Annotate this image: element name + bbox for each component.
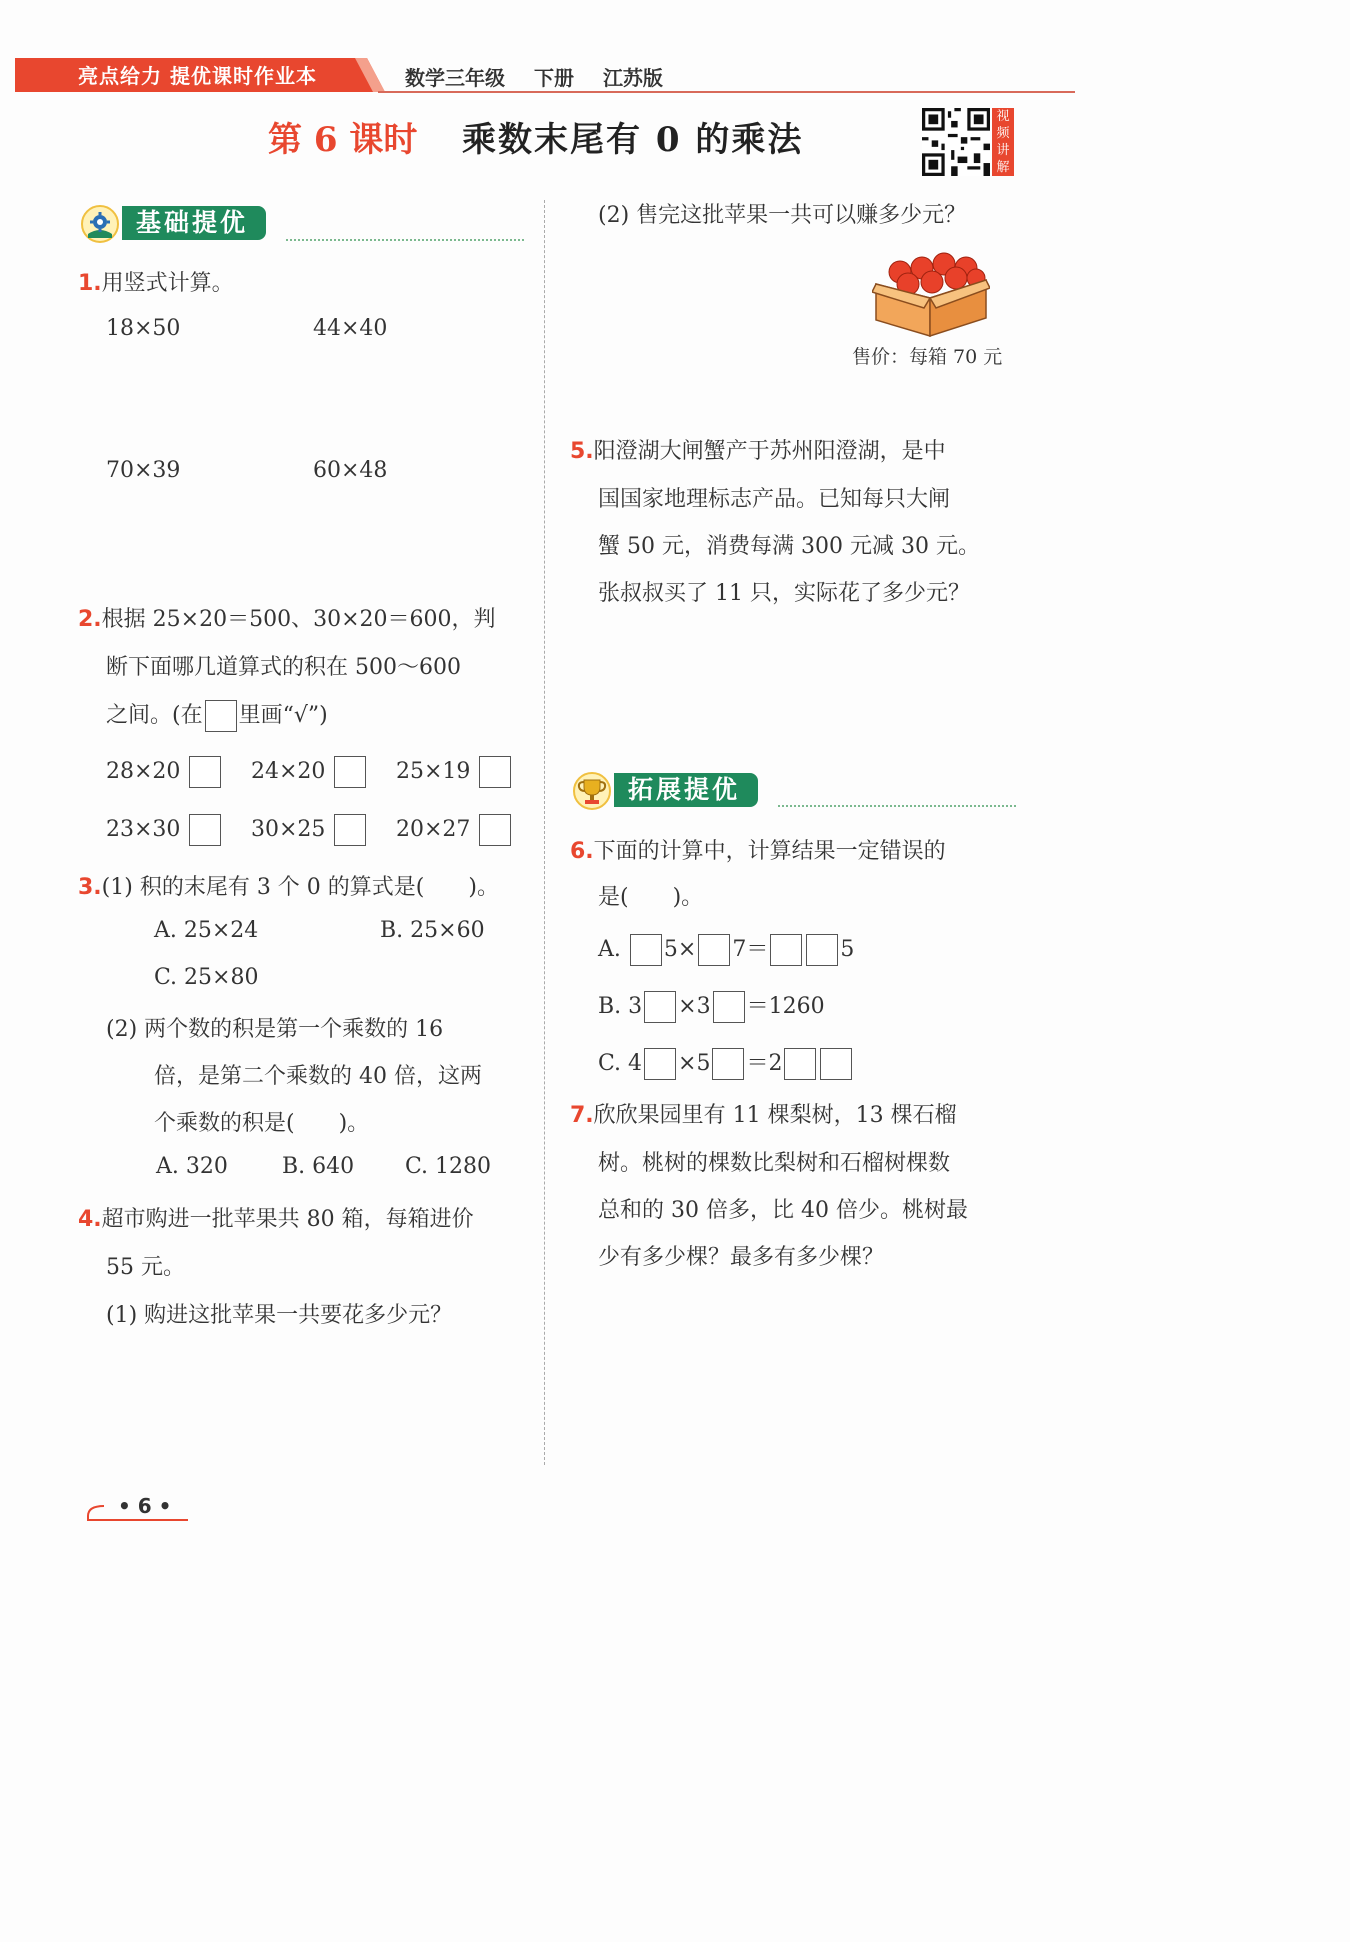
digit-box[interactable] xyxy=(770,934,802,966)
apple-box-icon xyxy=(872,248,990,338)
q3-part2: 个乘数的积是( )。 xyxy=(154,1111,370,1136)
q6-line: 6.下面的计算中，计算结果一定错误的 xyxy=(570,839,946,864)
q2-number: 2. xyxy=(78,607,102,632)
q3-option[interactable]: C. 1280 xyxy=(405,1154,492,1179)
section-extend-label: 拓展提优 xyxy=(614,773,758,807)
checkbox-sample xyxy=(205,700,237,732)
q2-option: 23×30 xyxy=(106,814,223,846)
q6-option-a[interactable]: A. 5× 7＝ 5 xyxy=(598,932,854,966)
q5-line: 张叔叔买了 11 只，实际花了多少元？ xyxy=(598,581,970,606)
digit-box[interactable] xyxy=(712,1048,744,1080)
q2-line: 2.根据 25×20＝500、30×20＝600，判 xyxy=(78,607,496,632)
q2-option: 28×20 xyxy=(106,756,223,788)
digit-box[interactable] xyxy=(644,991,676,1023)
q6-option-c[interactable]: C. 4 ×5 ＝2 xyxy=(598,1046,854,1080)
q4-line: 55 元。 xyxy=(106,1255,185,1280)
video-tag: 视 频 讲 解 xyxy=(992,108,1014,176)
digit-box[interactable] xyxy=(784,1048,816,1080)
q4-sub1: (1) 购进这批苹果一共要花多少元？ xyxy=(106,1303,453,1328)
q7-number: 7. xyxy=(570,1103,594,1128)
q2-line: 断下面哪几道算式的积在 500～600 xyxy=(106,655,461,680)
lesson-number: 第 6 课时 xyxy=(268,120,418,160)
q1-item: 60×48 xyxy=(313,458,388,483)
q6-line: 是( )。 xyxy=(598,885,704,910)
q7-line: 树。桃树的棵数比梨树和石榴树棵数 xyxy=(598,1151,951,1176)
q1-item: 44×40 xyxy=(313,316,388,341)
answer-checkbox[interactable] xyxy=(189,756,221,788)
q2-option: 24×20 xyxy=(251,756,368,788)
answer-checkbox[interactable] xyxy=(189,814,221,846)
digit-box[interactable] xyxy=(644,1048,676,1080)
answer-checkbox[interactable] xyxy=(479,756,511,788)
gear-icon xyxy=(80,204,120,244)
q3-part1: 3.(1) 积的末尾有 3 个 0 的算式是( )。 xyxy=(78,875,499,900)
q7-line: 7.欣欣果园里有 11 棵梨树，13 棵石榴 xyxy=(570,1103,957,1128)
digit-box[interactable] xyxy=(698,934,730,966)
q2-line: 之间。(在 里画“√”) xyxy=(106,698,328,732)
answer-checkbox[interactable] xyxy=(479,814,511,846)
q6-number: 6. xyxy=(570,839,594,864)
page-number: • 6 • xyxy=(118,1494,172,1518)
digit-box[interactable] xyxy=(630,934,662,966)
q3-option[interactable]: A. 25×24 xyxy=(154,918,259,943)
volume-label: 下册 xyxy=(533,66,574,90)
series-title: 亮点给力 提优课时作业本 xyxy=(78,64,317,88)
q4-number: 4. xyxy=(78,1207,102,1232)
q3-option[interactable]: A. 320 xyxy=(156,1154,228,1179)
section-basic-label: 基础提优 xyxy=(122,206,266,240)
q2-option: 20×27 xyxy=(396,814,513,846)
q1-number: 1. xyxy=(78,271,102,296)
qr-code-icon[interactable] xyxy=(922,108,990,176)
q4-sub2: (2) 售完这批苹果一共可以赚多少元？ xyxy=(598,203,967,228)
price-label: 售价：每箱 70 元 xyxy=(852,346,1003,368)
q2-option: 25×19 xyxy=(396,756,513,788)
q1-item: 18×50 xyxy=(106,316,181,341)
q4-line: 4.超市购进一批苹果共 80 箱，每箱进价 xyxy=(78,1207,474,1232)
book-meta xyxy=(405,62,685,91)
column-divider xyxy=(544,200,545,1465)
q5-line: 蟹 50 元，消费每满 300 元减 30 元。 xyxy=(598,534,980,559)
q7-line: 少有多少棵？最多有多少棵？ xyxy=(598,1245,885,1270)
q7-line: 总和的 30 倍多，比 40 倍少。桃树最 xyxy=(598,1198,968,1223)
q1-prompt: 1.用竖式计算。 xyxy=(78,271,234,296)
section-basic-rule xyxy=(286,239,524,241)
digit-box[interactable] xyxy=(713,991,745,1023)
q5-number: 5. xyxy=(570,439,594,464)
q3-option[interactable]: B. 640 xyxy=(282,1154,355,1179)
section-extend-rule xyxy=(778,805,1016,807)
subject-label: 数学三年级 xyxy=(405,66,505,90)
digit-box[interactable] xyxy=(820,1048,852,1080)
trophy-icon xyxy=(572,771,612,811)
edition-label: 江苏版 xyxy=(602,66,663,90)
answer-checkbox[interactable] xyxy=(334,756,366,788)
q3-number: 3. xyxy=(78,875,102,900)
q3-option[interactable]: C. 25×80 xyxy=(154,965,259,990)
q5-line: 5.阳澄湖大闸蟹产于苏州阳澄湖，是中 xyxy=(570,439,946,464)
q6-option-b[interactable]: B. 3 ×3 ＝1260 xyxy=(598,989,825,1023)
digit-box[interactable] xyxy=(806,934,838,966)
q3-part2: (2) 两个数的积是第一个乘数的 16 xyxy=(106,1017,444,1042)
answer-checkbox[interactable] xyxy=(334,814,366,846)
header-rule xyxy=(378,91,1075,93)
lesson-title: 乘数末尾有 0 的乘法 xyxy=(462,120,804,160)
q2-option: 30×25 xyxy=(251,814,368,846)
q3-option[interactable]: B. 25×60 xyxy=(380,918,485,943)
q3-part2: 倍，是第二个乘数的 40 倍，这两 xyxy=(154,1064,482,1089)
q1-item: 70×39 xyxy=(106,458,181,483)
q5-line: 国国家地理标志产品。已知每只大闸 xyxy=(598,487,951,512)
